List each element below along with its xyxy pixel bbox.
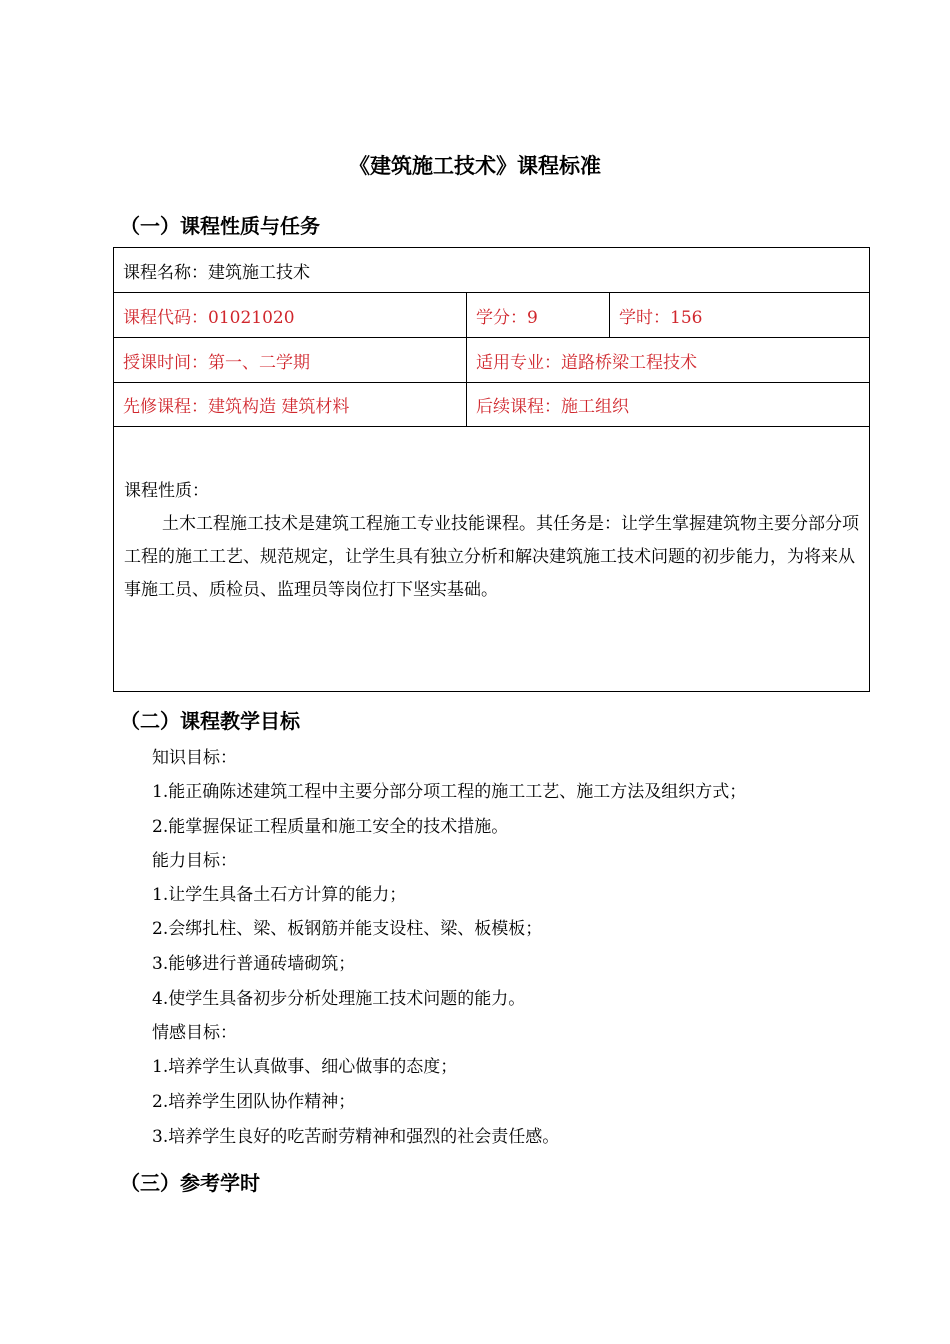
list-item: 2.会绑扎柱、梁、板钢筋并能支设柱、梁、板模板； <box>152 919 543 939</box>
knowledge-label: 知识目标： <box>152 748 237 768</box>
list-item: 4.使学生具备初步分析处理施工技术问题的能力。 <box>152 989 526 1009</box>
emotion-label: 情感目标： <box>152 1023 237 1043</box>
section-heading-2: （二）课程教学目标 <box>120 709 300 733</box>
list-item: 2.能掌握保证工程质量和施工安全的技术措施。 <box>152 817 509 837</box>
course-nature-label: 课程性质： <box>124 481 209 501</box>
course-code-cell: 课程代码：01021020 <box>114 293 467 338</box>
table-row <box>114 383 870 427</box>
list-item: 3.培养学生良好的吃苦耐劳精神和强烈的社会责任感。 <box>152 1127 560 1147</box>
list-item: 1.能正确陈述建筑工程中主要分部分项工程的施工工艺、施工方法及组织方式； <box>152 782 747 802</box>
list-item: 1.让学生具备土石方计算的能力； <box>152 885 407 905</box>
list-item: 3.能够进行普通砖墙砌筑； <box>152 954 356 974</box>
course-name-cell: 课程名称：建筑施工技术 <box>114 248 870 293</box>
table-row <box>114 427 870 692</box>
list-item: 1.培养学生认真做事、细心做事的态度； <box>152 1057 458 1077</box>
teaching-time-cell: 授课时间：第一、二学期 <box>114 338 467 383</box>
prerequisites-cell: 先修课程：建筑构造 建筑材料 <box>114 383 467 427</box>
course-nature-text: 土木工程施工技术是建筑工程施工专业技能课程。其任务是：让学生掌握建筑物主要分部分项工程的施工工艺、规范规定，让学生具有独立分析和解决建筑施工技术问题的初步能力，为将来从事施工员、质检员、监理员等岗位打下坚实基础。 <box>124 514 859 600</box>
table-row <box>114 293 870 338</box>
hours-cell: 学时：156 <box>610 293 870 338</box>
table-row <box>114 338 870 383</box>
table-row <box>114 248 870 293</box>
credits-cell: 学分：9 <box>467 293 610 338</box>
list-item: 2.培养学生团队协作精神； <box>152 1092 356 1112</box>
major-cell: 适用专业：道路桥梁工程技术 <box>467 338 870 383</box>
course-info-table <box>113 247 870 692</box>
course-nature-cell <box>114 427 870 692</box>
section-heading-3: （三）参考学时 <box>120 1171 260 1195</box>
section-heading-1: （一）课程性质与任务 <box>120 214 320 238</box>
document-title: 《建筑施工技术》课程标准 <box>349 154 601 178</box>
ability-label: 能力目标： <box>152 851 237 871</box>
followup-cell: 后续课程：施工组织 <box>467 383 870 427</box>
